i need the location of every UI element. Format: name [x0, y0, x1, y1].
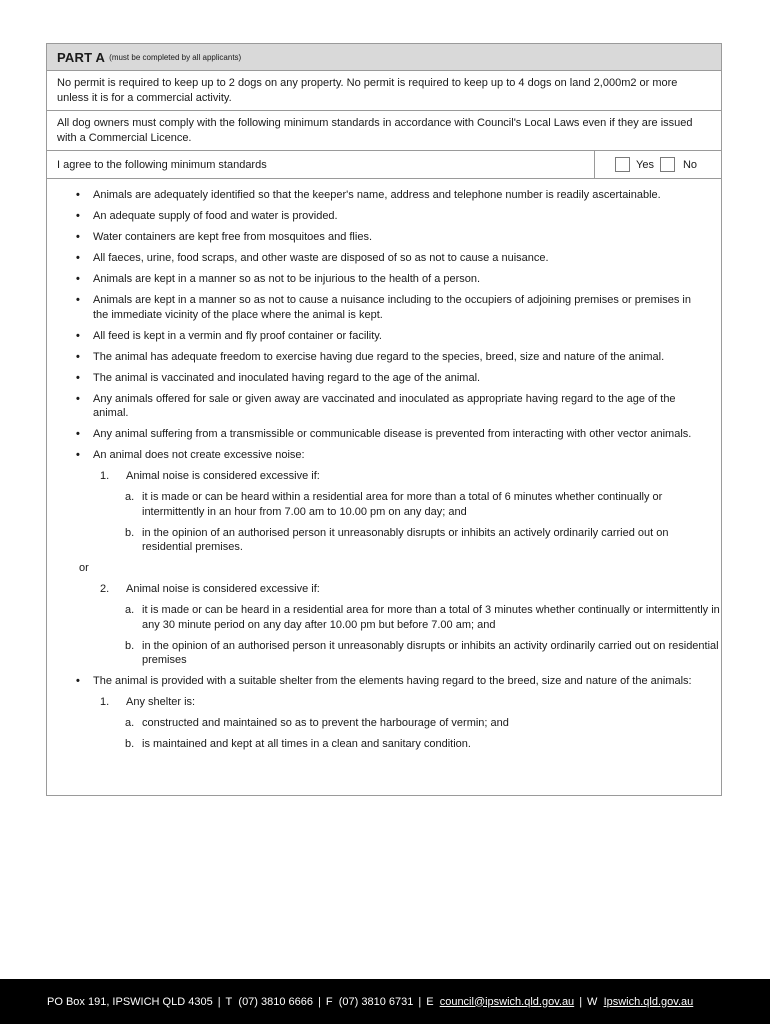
- lettered-item: [47, 603, 721, 632]
- lettered-item: [47, 639, 721, 668]
- bullet-icon: •: [76, 329, 80, 342]
- lettered-item: [47, 737, 721, 752]
- list-item: [76, 251, 701, 266]
- bullet-icon: •: [76, 392, 80, 405]
- list-item-text: Water containers are kept free from mosquitoes and flies.: [93, 231, 372, 243]
- footer-separator: |: [318, 995, 321, 1008]
- list-item-text: Animals are kept in a manner so as not to cause a nuisance including to the occupiers of adjoining premises or premises in the immediate vicinity of the place where the animal is kept.: [93, 294, 691, 321]
- list-item: [76, 350, 701, 365]
- footer-separator: |: [579, 995, 583, 1008]
- item-text: Animal noise is considered excessive if:: [126, 470, 320, 482]
- permit-notice: No permit is required to keep up to 2 dogs on any property. No permit is required to keep up to 4 dogs on land 2,000m2 or more unless it is for a commercial activity.: [47, 71, 721, 111]
- noise-rules: [47, 469, 721, 668]
- list-item-text: Any animals offered for sale or given away are vaccinated and inoculated as appropriate having regard to the age of the animal.: [93, 392, 676, 419]
- list-item-text: The animal is vaccinated and inoculated having regard to the age of the animal.: [93, 371, 481, 384]
- yes-checkbox[interactable]: [615, 157, 630, 172]
- bullet-icon: •: [76, 371, 80, 384]
- item-marker: b.: [125, 526, 135, 539]
- footer-email-link[interactable]: council@ipswich.qld.gov.au: [439, 995, 575, 1008]
- item-marker: a.: [125, 604, 135, 616]
- list-item: [76, 188, 701, 203]
- list-item-text: An adequate supply of food and water is provided.: [93, 210, 338, 222]
- list-item-text: Any animal suffering from a transmissible or communicable disease is prevented from interacting with other vector animals.: [93, 428, 692, 440]
- shelter-rules: [47, 695, 721, 752]
- footer-fax: (07) 3810 6731: [338, 995, 414, 1008]
- item-text: it is made or can be heard within a residential area for more than a total of 6 minutes whether continually or intermittently in an hour from 7.00 am to 10.00 pm on any day; and: [142, 491, 663, 518]
- bullet-icon: •: [76, 449, 80, 461]
- part-a-form: [46, 43, 722, 796]
- item-text: Animal noise is considered excessive if:: [126, 583, 320, 595]
- numbered-item: [47, 469, 721, 484]
- list-item-text: All faeces, urine, food scraps, and other waste are disposed of so as not to cause a nuisance.: [93, 252, 549, 264]
- list-item: [76, 674, 701, 689]
- no-label: No: [682, 158, 698, 171]
- numbered-item: [47, 582, 721, 597]
- list-item-text: Animals are kept in a manner so as not to be injurious to the health of a person.: [93, 273, 481, 285]
- item-marker: a.: [125, 717, 135, 729]
- list-item: [76, 293, 701, 322]
- bullet-icon: •: [76, 428, 80, 440]
- lettered-item: [47, 716, 721, 731]
- shelter-list: [47, 674, 721, 689]
- list-item-text: The animal has adequate freedom to exercise having due regard to the species, breed, size and nature of the animal.: [93, 350, 665, 363]
- part-a-header: [47, 44, 721, 71]
- agree-row: [47, 151, 721, 179]
- footer-web-link[interactable]: Ipswich.qld.gov.au: [603, 995, 694, 1008]
- footer-phone: (07) 3810 6666: [238, 995, 314, 1008]
- item-marker: b.: [125, 639, 135, 652]
- lettered-item: [47, 490, 721, 519]
- footer-fax-label: F: [325, 995, 333, 1008]
- footer-phone-label: T: [225, 995, 233, 1008]
- footer-email-label: E: [426, 995, 434, 1008]
- item-text: constructed and maintained so as to prevent the harbourage of vermin; and: [142, 717, 509, 729]
- bullet-icon: •: [76, 350, 80, 363]
- list-item: [76, 427, 701, 442]
- agree-label: I agree to the following minimum standards: [57, 158, 267, 171]
- list-item: [76, 392, 701, 421]
- yes-label: Yes: [636, 158, 654, 171]
- yes-no-group: [594, 151, 721, 178]
- item-marker: a.: [125, 491, 135, 503]
- bullet-icon: •: [76, 273, 80, 285]
- list-item: [76, 448, 701, 463]
- item-marker: b.: [125, 738, 135, 750]
- part-title: PART A: [57, 49, 106, 65]
- part-note: (must be completed by all applicants): [109, 52, 242, 62]
- or-separator: or: [79, 562, 89, 574]
- bullet-icon: •: [76, 252, 80, 264]
- item-text: it is made or can be heard in a residential area for more than a total of 3 minutes whether continually or intermittently in any 30 minute period on any day after 10.00 pm but before 7.00 am; and: [142, 604, 720, 631]
- item-text: is maintained and kept at all times in a clean and sanitary condition.: [142, 738, 471, 750]
- list-item: [76, 230, 701, 245]
- list-item: [76, 272, 701, 287]
- contact-footer: [0, 979, 770, 1024]
- bullet-icon: •: [76, 294, 80, 306]
- no-checkbox[interactable]: [660, 157, 675, 172]
- list-item-text: The animal is provided with a suitable shelter from the elements having regard to the breed, size and nature of the animals:: [93, 675, 692, 687]
- bullet-icon: •: [76, 210, 80, 222]
- footer-address: PO Box 191, IPSWICH QLD 4305: [47, 995, 213, 1008]
- numbered-item: [47, 695, 721, 710]
- item-text: in the opinion of an authorised person it unreasonably disrupts or inhibits an actively ordinarily carried out on residential premises.: [142, 526, 669, 553]
- list-item-text: An animal does not create excessive noise:: [93, 449, 305, 461]
- footer-separator: |: [217, 995, 221, 1008]
- bullet-icon: •: [76, 675, 80, 687]
- list-item: [76, 209, 701, 224]
- list-item: [76, 371, 701, 386]
- bullet-icon: •: [76, 189, 80, 201]
- list-item-text: Animals are adequately identified so that the keeper's name, address and telephone number is readily ascertainable.: [93, 189, 661, 201]
- bullet-icon: •: [76, 231, 80, 243]
- item-text: in the opinion of an authorised person it unreasonably disrupts or inhibits an activity ordinarily carried out on residential premises: [142, 639, 719, 666]
- item-text: Any shelter is:: [126, 696, 196, 708]
- standards-list: [47, 179, 721, 463]
- footer-web-label: W: [587, 995, 598, 1008]
- item-marker: 1.: [100, 696, 110, 708]
- lettered-item: [47, 526, 721, 555]
- item-marker: 1.: [100, 470, 110, 482]
- list-item-text: All feed is kept in a vermin and fly proof container or facility.: [93, 329, 382, 342]
- footer-separator: |: [418, 995, 422, 1008]
- list-item: [76, 329, 701, 344]
- item-marker: 2.: [100, 583, 110, 595]
- standards-notice: All dog owners must comply with the following minimum standards in accordance with Council's Local Laws even if they are issued with a Commercial Licence.: [47, 111, 721, 151]
